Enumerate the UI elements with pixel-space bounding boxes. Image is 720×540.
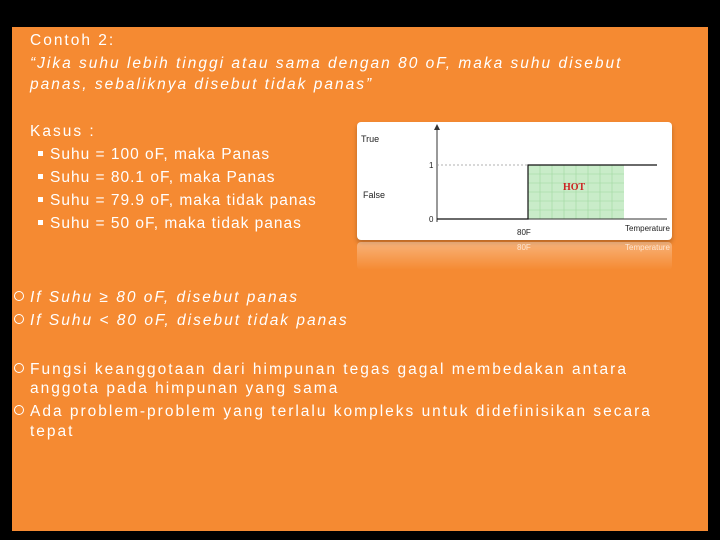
square-bullet-icon [38,151,43,156]
x-tick-80f: 80F [517,228,531,237]
square-bullet-icon [38,174,43,179]
true-label: True [361,134,380,144]
top-black-bar [0,0,720,27]
quote-line-1: “Jika suhu lebih tinggi atau sama dengan 80 oF, maka suhu disebut [30,55,623,72]
hot-label: HOT [563,182,586,193]
rule-item [30,310,349,331]
circle-bullet-icon [14,363,24,373]
rule-text: If Suhu ≥ 80 oF, disebut panas [30,289,300,306]
step-function-graph [357,122,672,240]
x-axis-label: Temperature [625,224,670,233]
case-item [50,144,270,165]
circle-bullet-icon [14,405,24,415]
slide-bottom-strip [12,508,708,531]
point-text: Ada problem-problem yang terlalu kompleks untuk didefinisikan secara [30,403,652,420]
kasus-label: Kasus : [30,123,96,140]
point-continuation: anggota pada himpunan yang sama [30,380,340,397]
tick-label-0: 0 [429,215,434,224]
rule-text: If Suhu < 80 oF, disebut tidak panas [30,312,349,329]
case-item [50,167,275,188]
y-axis-arrow-icon [434,124,440,130]
rule-item [30,287,299,308]
case-item [50,213,302,234]
x-tick-reflection: 80F [517,243,531,252]
circle-bullet-icon [14,314,24,324]
circle-bullet-icon [14,291,24,301]
chart-reflection [357,242,672,270]
point-text: Fungsi keanggotaan dari himpunan tegas gagal membedakan antara [30,361,628,378]
crisp-set-chart [357,122,672,240]
point-continuation: tepat [30,423,75,440]
slide-heading: Contoh 2: [30,32,116,49]
x-axis-label-reflection: Temperature [625,243,670,252]
quote-line-2: panas, sebaliknya disebut tidak panas” [30,76,374,93]
square-bullet-icon [38,220,43,225]
case-text: Suhu = 100 oF, maka Panas [50,146,271,163]
case-item [50,190,317,211]
point-item [30,359,628,380]
false-label: False [363,190,386,200]
case-text: Suhu = 80.1 oF, maka Panas [50,169,276,186]
case-text: Suhu = 79.9 oF, maka tidak panas [50,192,317,209]
tick-label-1: 1 [429,161,434,170]
point-item [30,401,652,422]
square-bullet-icon [38,197,43,202]
case-text: Suhu = 50 oF, maka tidak panas [50,215,302,232]
